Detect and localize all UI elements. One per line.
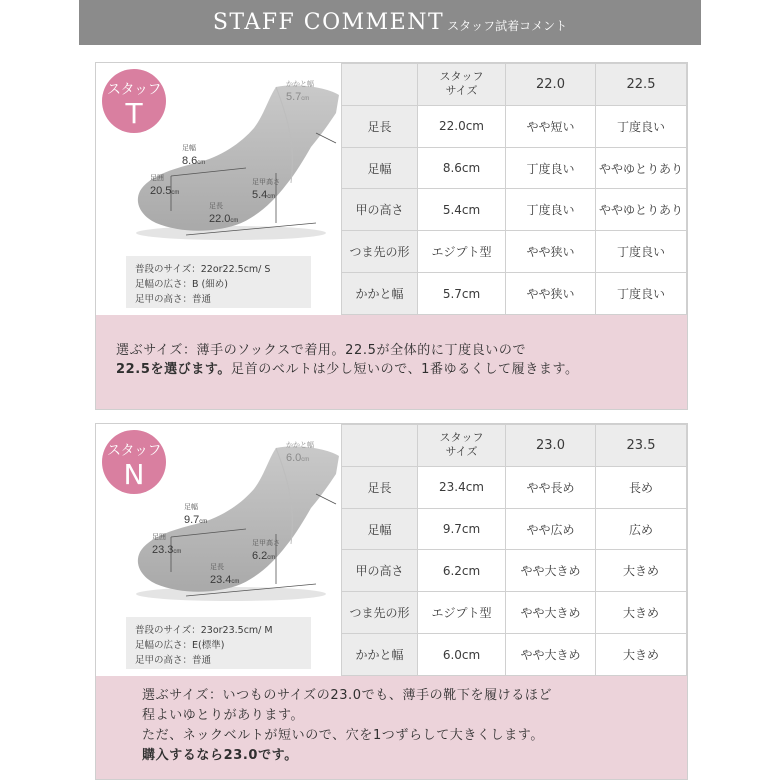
row-label: つま先の形 [342, 231, 418, 273]
comment-line: 22.5を選びます。足首のベルトは少し短いので、1番ゆるくして履きます。 [116, 362, 579, 377]
fit-value-2: 丁度良い [596, 273, 687, 315]
fit-value-1: やや長め [506, 466, 596, 508]
heel-width-label: かかと幅 6.0cm [286, 442, 314, 464]
instep-text: 足甲の高さ：普通 [135, 294, 212, 305]
table-row [342, 231, 687, 273]
staff-value: 8.6cm [418, 147, 506, 189]
table-row [342, 508, 687, 550]
staff-comment-header [79, 0, 701, 45]
table-row [342, 634, 687, 676]
row-label: 足幅 [342, 508, 418, 550]
fit-table [341, 63, 687, 315]
staff-value: エジプト型 [418, 592, 506, 634]
size-header-1: 23.0 [506, 425, 596, 467]
fit-value-2: 大きめ [596, 592, 687, 634]
staff-value: 22.0cm [418, 105, 506, 147]
table-corner [342, 425, 418, 467]
staff-comment [96, 676, 687, 779]
badge-letter: N [123, 458, 145, 491]
staff-size-header: スタッフ サイズ [418, 425, 506, 467]
badge-letter: T [125, 97, 143, 130]
fit-value-2: 長め [596, 466, 687, 508]
row-label: 足長 [342, 105, 418, 147]
fit-value-1: やや短い [506, 105, 596, 147]
fit-table [341, 424, 687, 676]
comment-line: 選ぶサイズ：いつものサイズの23.0でも、薄手の靴下を履けるほど [142, 688, 553, 703]
table-row [342, 273, 687, 315]
comment-line: ただ、ネックベルトが短いので、穴を1つずらして大きくします。 [142, 728, 544, 743]
instep-height-label: 足甲高さ 6.2cm [252, 540, 280, 562]
staff-info-box [126, 617, 311, 669]
staff-info-box [126, 256, 311, 308]
staff-value: 5.7cm [418, 273, 506, 315]
fit-value-1: やや狭い [506, 273, 596, 315]
row-label: つま先の形 [342, 592, 418, 634]
header-subtitle: スタッフ試着コメント [447, 19, 568, 33]
foot-panel [96, 63, 341, 315]
fit-value-1: やや大きめ [506, 550, 596, 592]
staff-value: 5.4cm [418, 189, 506, 231]
staff-value: 6.0cm [418, 634, 506, 676]
table-row [342, 466, 687, 508]
size-header-2: 22.5 [596, 64, 687, 106]
fit-value-2: ややゆとりあり [596, 147, 687, 189]
comment-line: 程よいゆとりがあります。 [142, 708, 305, 723]
foot-length-label: 足長 22.0cm [209, 203, 239, 225]
comment-line: 選ぶサイズ：薄手のソックスで着用。22.5が全体的に丁度良いので [116, 343, 527, 358]
foot-girth-label: 足囲 23.3cm [152, 534, 182, 556]
fit-value-1: やや広め [506, 508, 596, 550]
table-row [342, 550, 687, 592]
foot-width-text: 足幅の広さ：B (細め) [135, 279, 228, 290]
usual-size-text: 普段のサイズ：23or23.5cm/ M [135, 625, 273, 636]
instep-text: 足甲の高さ：普通 [135, 655, 212, 666]
row-label: 足幅 [342, 147, 418, 189]
staff-value: 23.4cm [418, 466, 506, 508]
comment-emphasis: 22.5を選びます。 [116, 362, 232, 377]
foot-width-text: 足幅の広さ：E(標準) [135, 640, 225, 651]
staff-value: 6.2cm [418, 550, 506, 592]
badge-prefix: スタッフ [107, 82, 161, 98]
table-row [342, 592, 687, 634]
table-row [342, 105, 687, 147]
row-label: かかと幅 [342, 634, 418, 676]
fit-value-1: 丁度良い [506, 147, 596, 189]
comment-line [142, 746, 687, 766]
row-label: 甲の高さ [342, 189, 418, 231]
fit-value-1: 丁度良い [506, 189, 596, 231]
fit-value-1: やや大きめ [506, 592, 596, 634]
foot-width-label: 足幅 8.6cm [182, 145, 206, 167]
foot-width-label: 足幅 9.7cm [184, 504, 208, 526]
foot-panel [96, 424, 341, 676]
table-corner [342, 64, 418, 106]
row-label: 甲の高さ [342, 550, 418, 592]
header-title: STAFF COMMENT [212, 10, 445, 35]
table-header-row [342, 64, 687, 106]
usual-size-text: 普段のサイズ：22or22.5cm/ S [135, 264, 271, 275]
foot-girth-label: 足囲 20.5cm [150, 175, 180, 197]
table-header-row [342, 425, 687, 467]
fit-value-1: やや大きめ [506, 634, 596, 676]
staff-comment [96, 315, 687, 409]
comment-emphasis: 購入するなら23.0です。 [142, 748, 298, 763]
badge-prefix: スタッフ [107, 443, 161, 459]
row-label: かかと幅 [342, 273, 418, 315]
staff-value: エジプト型 [418, 231, 506, 273]
table-row [342, 189, 687, 231]
fit-value-2: 丁度良い [596, 231, 687, 273]
instep-height-label: 足甲高さ 5.4cm [252, 179, 280, 201]
staff-card-t [95, 62, 688, 410]
table-row [342, 147, 687, 189]
staff-card-n [95, 423, 688, 780]
size-header-2: 23.5 [596, 425, 687, 467]
fit-value-2: 大きめ [596, 634, 687, 676]
fit-value-1: やや狭い [506, 231, 596, 273]
fit-value-2: 丁度良い [596, 105, 687, 147]
foot-length-label: 足長 23.4cm [210, 564, 240, 586]
staff-size-header: スタッフ サイズ [418, 64, 506, 106]
heel-width-label: かかと幅 5.7cm [286, 81, 314, 103]
fit-value-2: 大きめ [596, 550, 687, 592]
staff-value: 9.7cm [418, 508, 506, 550]
row-label: 足長 [342, 466, 418, 508]
fit-value-2: ややゆとりあり [596, 189, 687, 231]
fit-value-2: 広め [596, 508, 687, 550]
size-header-1: 22.0 [506, 64, 596, 106]
